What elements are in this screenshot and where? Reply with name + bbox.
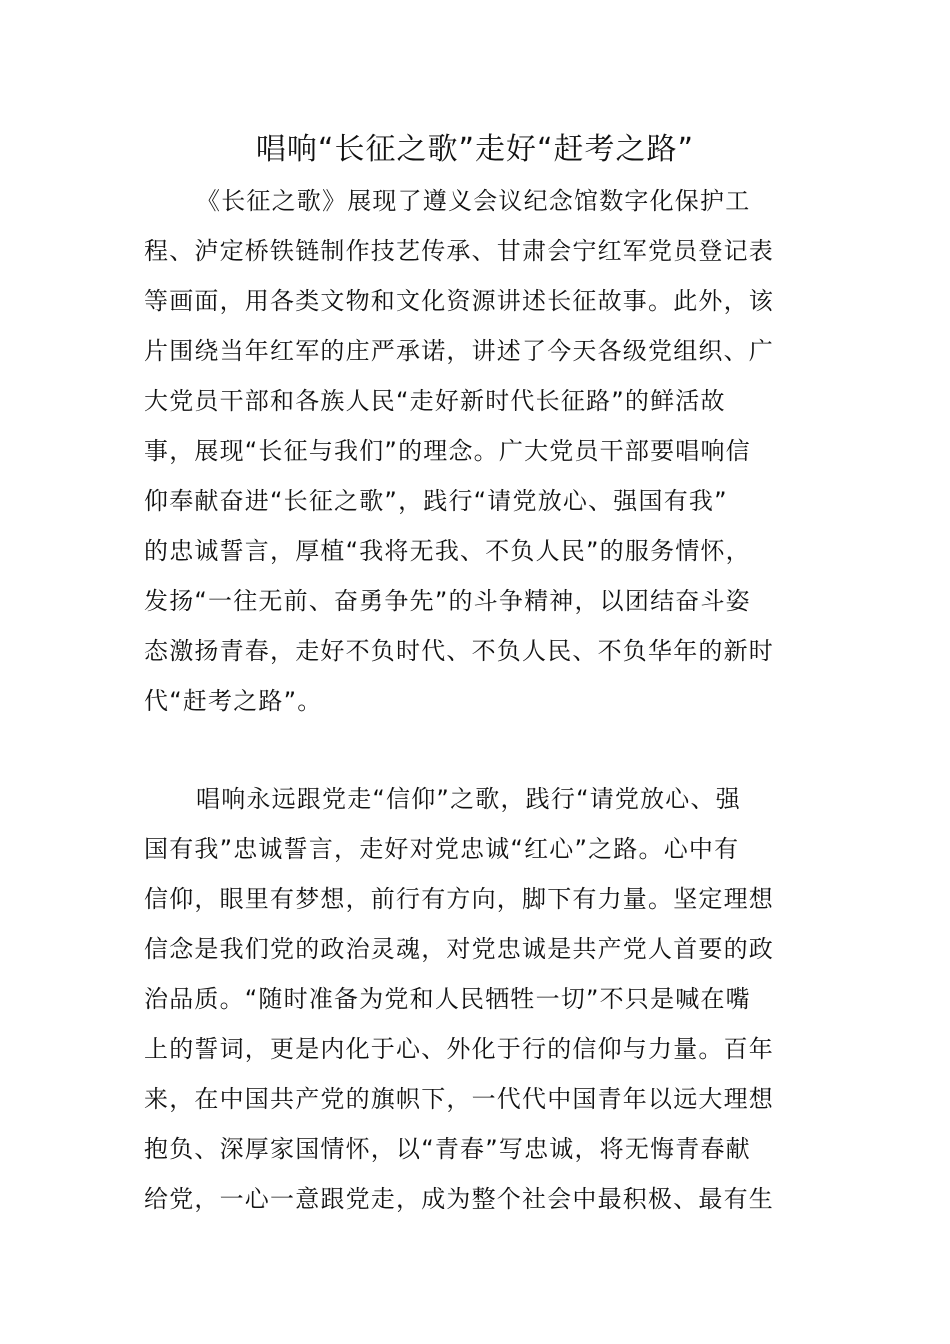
paragraph-line: 信念是我们党的政治灵魂，对党忠诚是共产党人首要的政 — [144, 935, 774, 963]
paragraph-line: 信仰，眼里有梦想，前行有方向，脚下有力量。坚定理想 — [144, 885, 774, 913]
paragraph-line: 大党员干部和各族人民“走好新时代长征路”的鲜活故 — [144, 387, 726, 415]
paragraph-2 — [144, 774, 808, 1224]
paragraph-line: 的忠诚誓言，厚植“我将无我、不负人民”的服务情怀， — [144, 537, 751, 565]
paragraph-line: 唱响永远跟党走“信仰”之歌，践行“请党放心、强 — [196, 785, 741, 813]
paragraph-line: 给党，一心一意跟党走，成为整个社会中最积极、最有生 — [144, 1185, 774, 1213]
paragraph-line: 事，展现“长征与我们”的理念。广大党员干部要唱响信 — [144, 437, 751, 465]
paragraph-line: 抱负、深厚家国情怀，以“青春”写忠诚，将无悔青春献 — [144, 1135, 751, 1163]
paragraph-line: 《长征之歌》展现了遵义会议纪念馆数字化保护工 — [196, 187, 751, 215]
paragraph-line: 国有我”忠诚誓言，走好对党忠诚“红心”之路。心中有 — [144, 835, 740, 863]
paragraph-line: 发扬“一往无前、奋勇争先”的斗争精神，以团结奋斗姿 — [144, 587, 751, 615]
paragraph-line: 仰奉献奋进“长征之歌”，践行“请党放心、强国有我” — [144, 487, 728, 515]
paragraph-line: 等画面，用各类文物和文化资源讲述长征故事。此外，该 — [144, 287, 774, 315]
paragraph-line: 代“赶考之路”。 — [144, 687, 323, 715]
paragraph-line: 来，在中国共产党的旗帜下，一代代中国青年以远大理想 — [144, 1085, 774, 1113]
paragraph-line: 态激扬青春，走好不负时代、不负人民、不负华年的新时 — [144, 637, 774, 665]
paragraph-1 — [144, 176, 808, 726]
paragraph-line: 片围绕当年红军的庄严承诺，讲述了今天各级党组织、广 — [144, 337, 774, 365]
paragraph-line: 治品质。“随时准备为党和人民牺牲一切”不只是喊在嘴 — [144, 985, 751, 1013]
paragraph-line: 上的誓词，更是内化于心、外化于行的信仰与力量。百年 — [144, 1035, 774, 1063]
paragraph-line: 程、泸定桥铁链制作技艺传承、甘肃会宁红军党员登记表 — [144, 237, 774, 265]
document-title: 唱响“长征之歌”走好“赶考之路” — [255, 132, 695, 167]
